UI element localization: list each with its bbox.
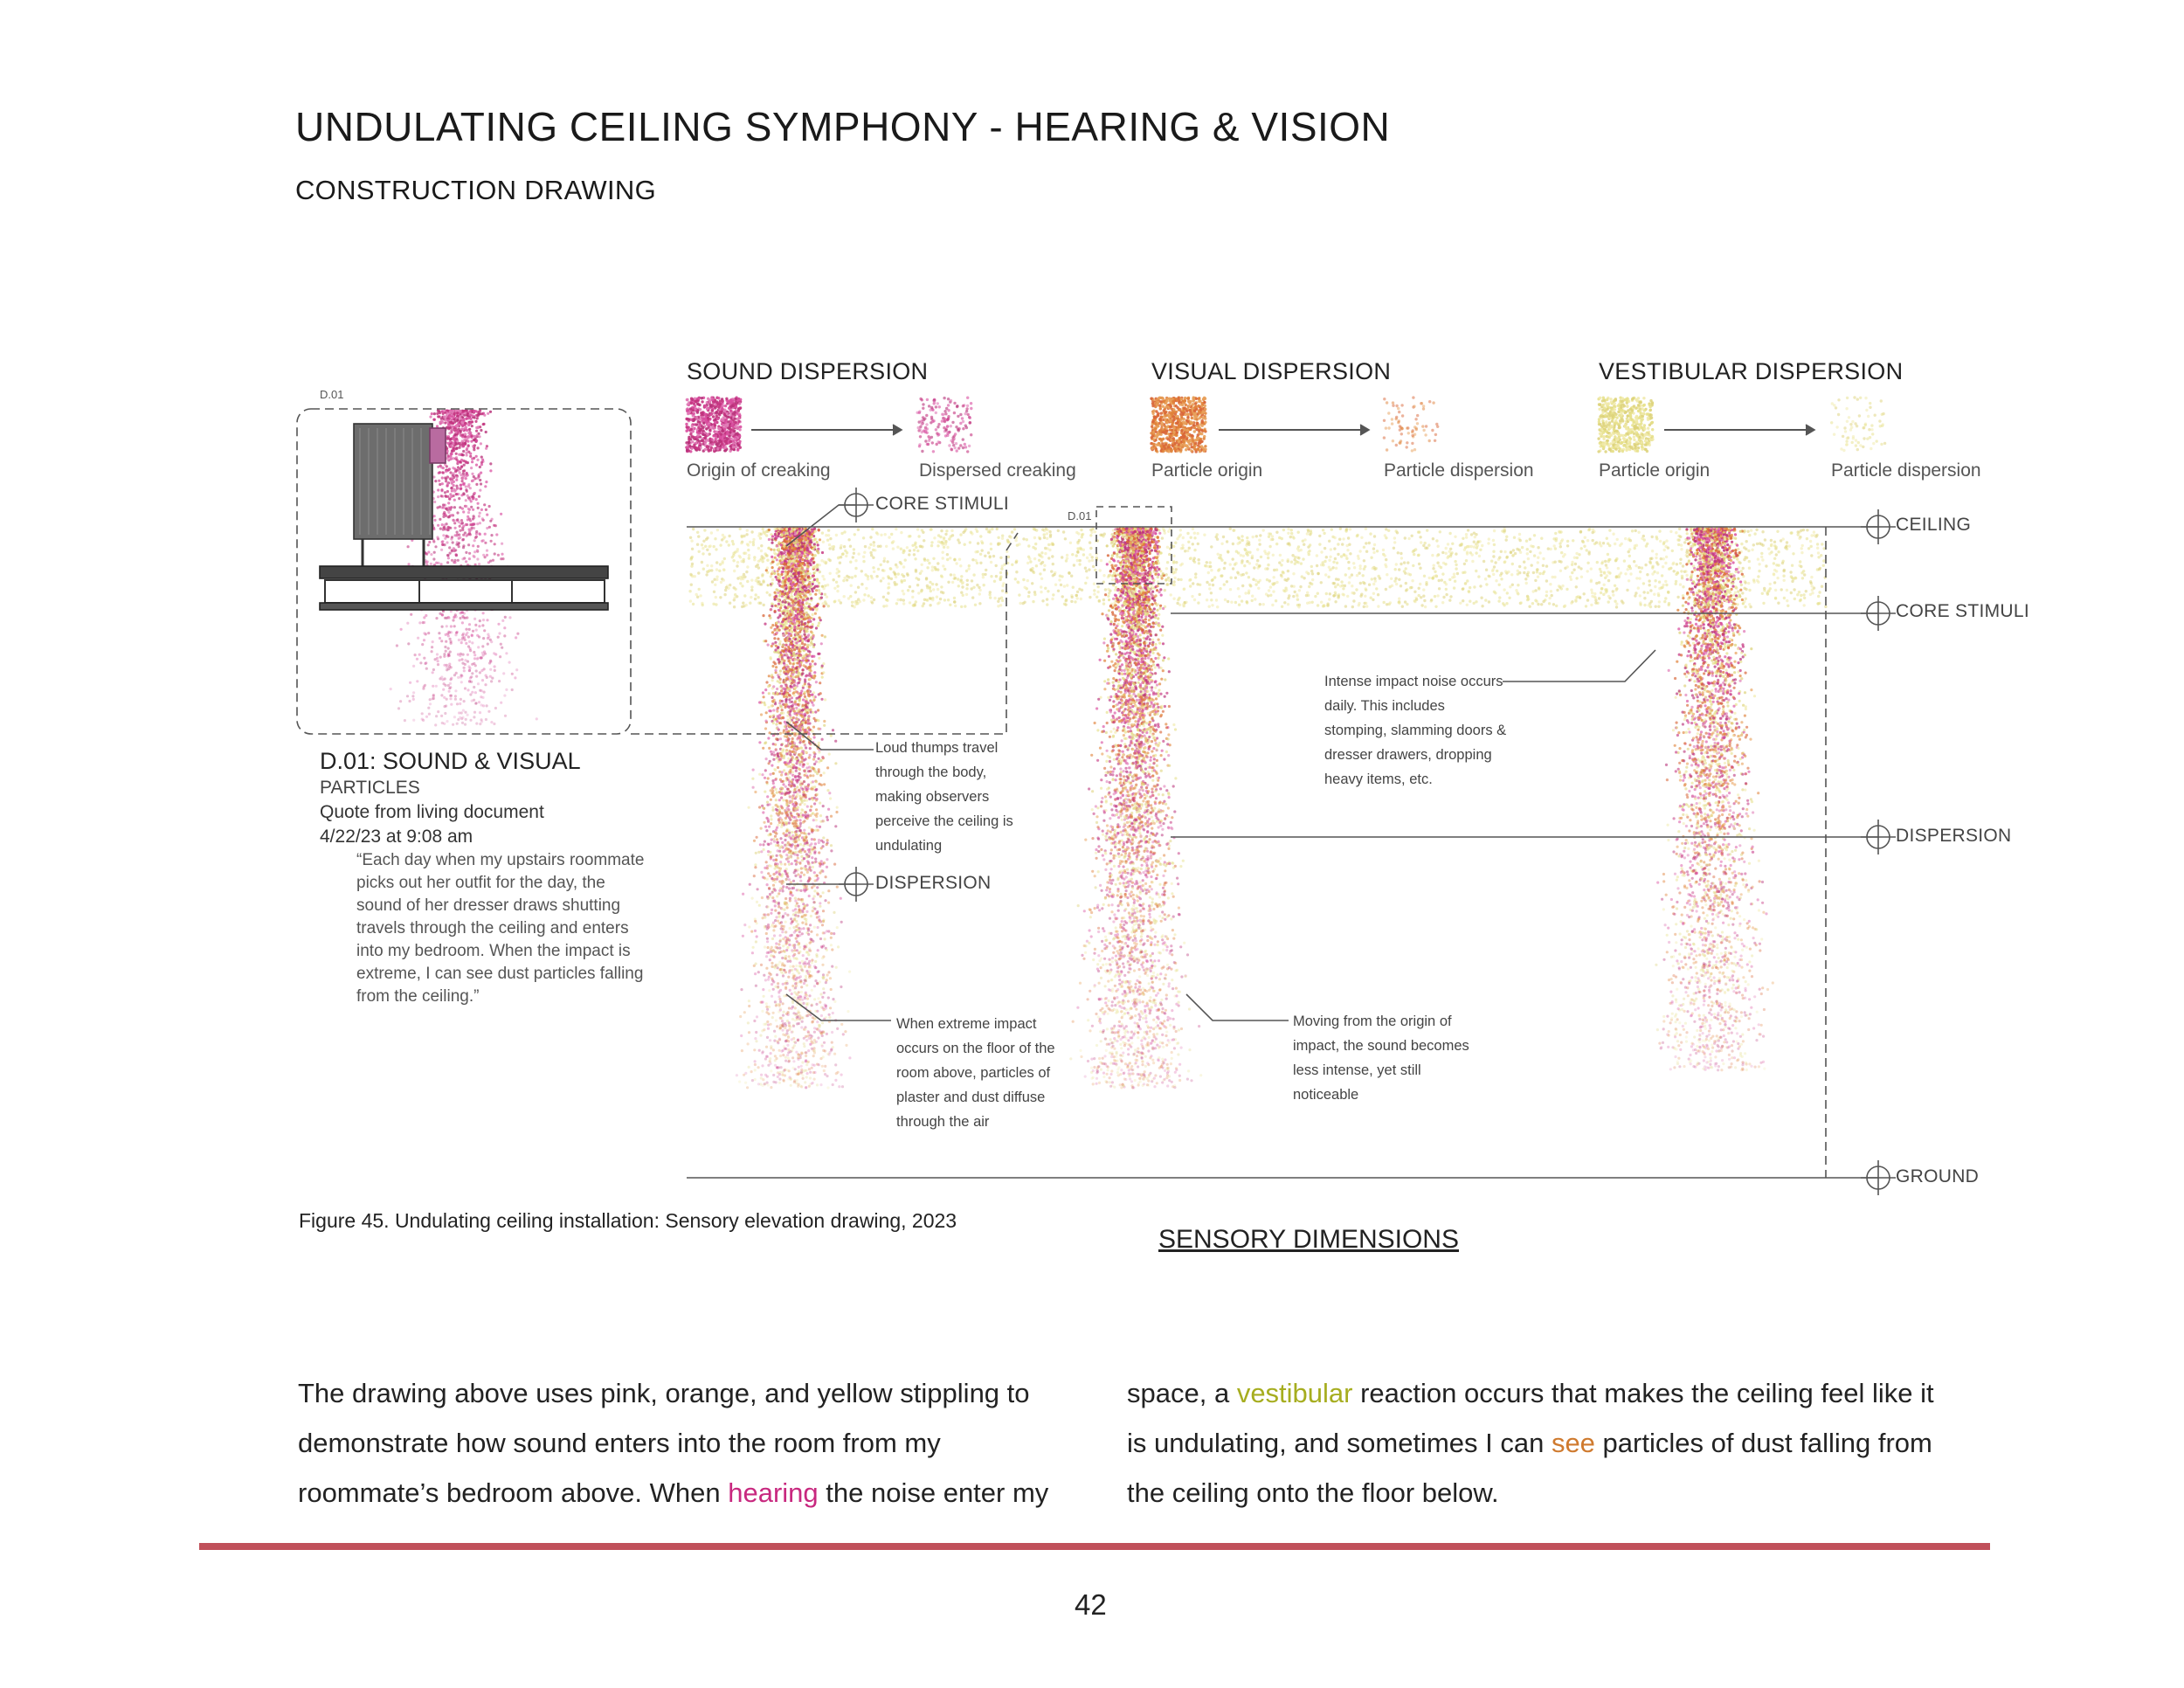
level-ceiling-label: CEILING (1896, 515, 1972, 535)
body-column-1 (298, 1368, 1067, 1518)
detail-ref-label: D.01 (320, 388, 344, 401)
inline-dispersion-label: DISPERSION (875, 873, 992, 893)
sensory-dimensions-link[interactable]: SENSORY DIMENSIONS (1158, 1225, 1459, 1254)
detail-ref-label-2: D.01 (1068, 509, 1092, 522)
body-col2-text3: particles of dust falling from the ceiling onto the floor below. (1127, 1428, 1932, 1508)
legend-sound-origin-label: Origin of creaking (687, 460, 831, 481)
body-col2-highlight2: see (1551, 1428, 1595, 1458)
body-col2-text2: reaction occurs that makes the ceiling feel like it is undulating, and sometimes I can (1127, 1378, 1934, 1458)
level-dispersion-label: DISPERSION (1896, 826, 2012, 846)
note-intense-noise: Intense impact noise occurs daily. This includes stomping, slamming doors & dresser drawers, dropping heavy items, etc. (1324, 674, 1507, 787)
detail-title: D.01: SOUND & VISUAL (320, 748, 581, 774)
level-ground-label: GROUND (1896, 1166, 1980, 1186)
legend-visual-title: VISUAL DISPERSION (1151, 358, 1392, 384)
detail-source-line1: Quote from living document (320, 802, 544, 822)
body-col1-text2: the noise enter my (818, 1477, 1049, 1508)
body-col1-highlight: hearing (728, 1477, 819, 1508)
legend-sound-title: SOUND DISPERSION (687, 358, 929, 384)
note-loud-thumps: Loud thumps travel through the body, making observers perceive the ceiling is undulating (875, 740, 1013, 854)
page-subtitle: CONSTRUCTION DRAWING (295, 175, 656, 205)
figure-caption: Figure 45. Undulating ceiling installation: Sensory elevation drawing, 2023 (299, 1209, 957, 1232)
note-extreme-impact: When extreme impact occurs on the floor of the room above, particles of plaster and dust diffuse through the air (896, 1016, 1055, 1130)
body-col2-text1: space, a (1127, 1378, 1237, 1408)
legend-visual-origin-label: Particle origin (1151, 460, 1263, 481)
body-column-2 (1127, 1368, 1939, 1518)
legend-sound-dispersed-label: Dispersed creaking (919, 460, 1076, 481)
detail-subtitle: PARTICLES (320, 778, 420, 798)
detail-source-line2: 4/22/23 at 9:08 am (320, 827, 473, 847)
body-col2-highlight1: vestibular (1236, 1378, 1353, 1408)
legend-vestibular-origin-label: Particle origin (1599, 460, 1711, 481)
page-title: UNDULATING CEILING SYMPHONY - HEARING & VISION (295, 104, 1391, 149)
level-core-stimuli-label: CORE STIMULI (1896, 601, 2029, 621)
legend-visual-dispersed-label: Particle dispersion (1384, 460, 1534, 481)
body-col1-text1: The drawing above uses pink, orange, and yellow stippling to demonstrate how sound enters into the room from my roommate’s bedroom above. When (298, 1378, 1030, 1508)
inline-core-stimuli-label: CORE STIMULI (875, 494, 1009, 514)
footer-rule (199, 1543, 1990, 1550)
legend-vestibular-title: VESTIBULAR DISPERSION (1599, 358, 1904, 384)
note-moving-origin: Moving from the origin of impact, the sound becomes less intense, yet still noticeable (1293, 1013, 1469, 1103)
detail-quote: “Each day when my upstairs roommate picks out her outfit for the day, the sound of her dresser draws shutting travels through the ceiling and enters into my bedroom. When the impact is extreme, I can see dust particles falling from the ceiling.” (356, 851, 645, 1006)
legend-vestibular-dispersed-label: Particle dispersion (1831, 460, 1981, 481)
page-number: 42 (1075, 1588, 1107, 1621)
